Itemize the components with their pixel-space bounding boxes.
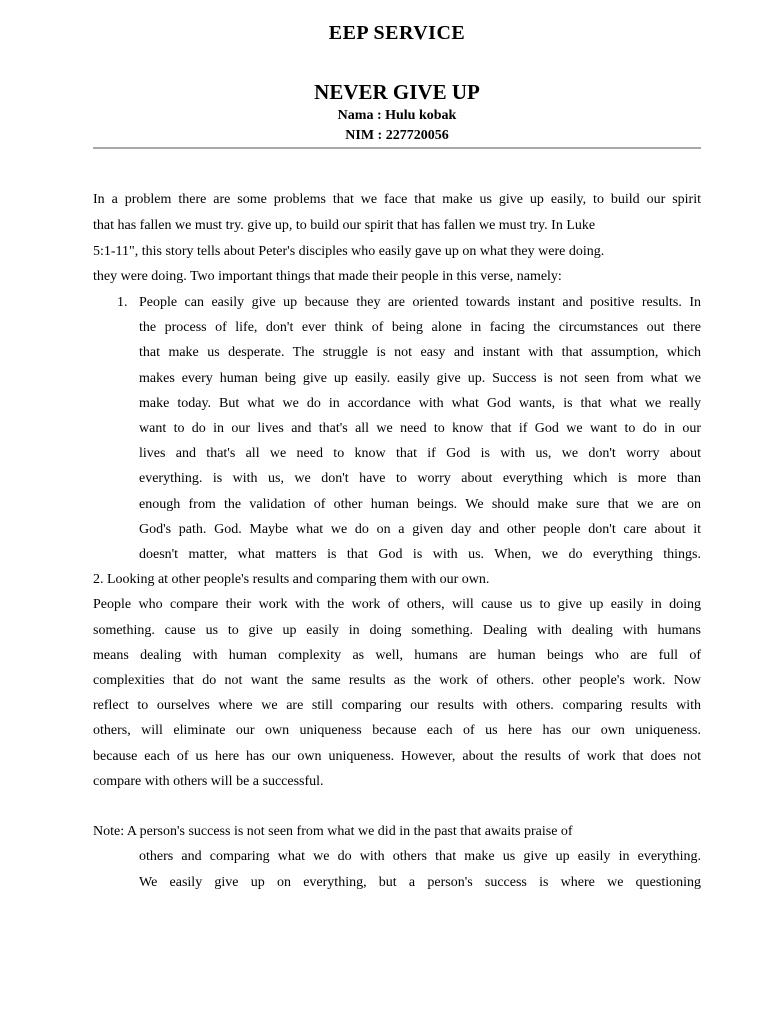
paragraph-line: because each of us here has our own uniqueness. However, about the results of work that does not <box>93 749 701 764</box>
note-line: Note: A person's success is not seen from what we did in the past that awaits praise of <box>93 824 573 839</box>
document-title: NEVER GIVE UP <box>314 80 480 104</box>
intro-line: they were doing. Two important things that made their people in this verse, namely: <box>93 269 562 284</box>
list-item-line: enough from the validation of other human beings. We should make sure that we are on <box>139 497 701 512</box>
intro-line: that has fallen we must try. give up, to build our spirit that has fallen we must try. In Luke <box>93 218 596 233</box>
list-item-line: doesn't matter, what matters is that God is with us. When, we do everything things. <box>139 547 701 562</box>
paragraph-line: means dealing with human complexity as well, humans are human beings who are full of <box>93 648 701 663</box>
document-heading: EEP SERVICE <box>328 22 466 44</box>
paragraph-line: People who compare their work with the work of others, will cause us to give up easily in doing <box>93 597 701 612</box>
list-number: 1. <box>117 295 128 310</box>
note-line: others and comparing what we do with others that make us give up easily in everything. <box>139 849 701 864</box>
paragraph-line: compare with others will be a successful. <box>93 774 324 789</box>
list-item-line: God's path. God. Maybe what we do on a given day and other people don't care about it <box>139 522 701 537</box>
list-item-line: lives and that's all we need to know that if God is with us, we don't worry about <box>139 446 701 461</box>
paragraph-line: others, will eliminate our own uniqueness because each of us here has our own uniqueness. <box>93 723 701 738</box>
student-name: Nama : Hulu kobak <box>337 108 457 123</box>
paragraph-line: complexities that do not want the same results as the work of others. other people's work. Now <box>93 673 701 688</box>
list-item-line: makes every human being give up easily. easily give up. Success is not seen from what we <box>139 371 701 386</box>
paragraph-line: something. cause us to give up easily in doing something. Dealing with dealing with humans <box>93 623 701 638</box>
student-nim: NIM : 227720056 <box>345 128 449 143</box>
intro-line: 5:1-11", this story tells about Peter's disciples who easily gave up on what they were doing. <box>93 244 605 259</box>
list-item-line: that make us desperate. The struggle is not easy and instant with that assumption, which <box>139 345 701 360</box>
header-divider <box>93 147 701 149</box>
list-item-line: People can easily give up because they are oriented towards instant and positive results. In <box>139 295 701 310</box>
list-item-line: want to do in our lives and that's all we need to know that if God we want to do in our <box>139 421 701 436</box>
paragraph-line: reflect to ourselves where we are still comparing our results with others. comparing results with <box>93 698 701 713</box>
intro-line: In a problem there are some problems that we face that make us give up easily, to build our spirit <box>93 192 701 207</box>
list-item-line: the process of life, don't ever think of being alone in facing the circumstances out there <box>139 320 701 335</box>
list-item-line: make today. But what we do in accordance with what God wants, is that what we really <box>139 396 701 411</box>
list-item-heading: 2. Looking at other people's results and comparing them with our own. <box>93 572 490 587</box>
list-item-line: everything. is with us, we don't have to worry about everything which is more than <box>139 471 701 486</box>
note-line: We easily give up on everything, but a person's success is where we questioning <box>139 875 701 890</box>
